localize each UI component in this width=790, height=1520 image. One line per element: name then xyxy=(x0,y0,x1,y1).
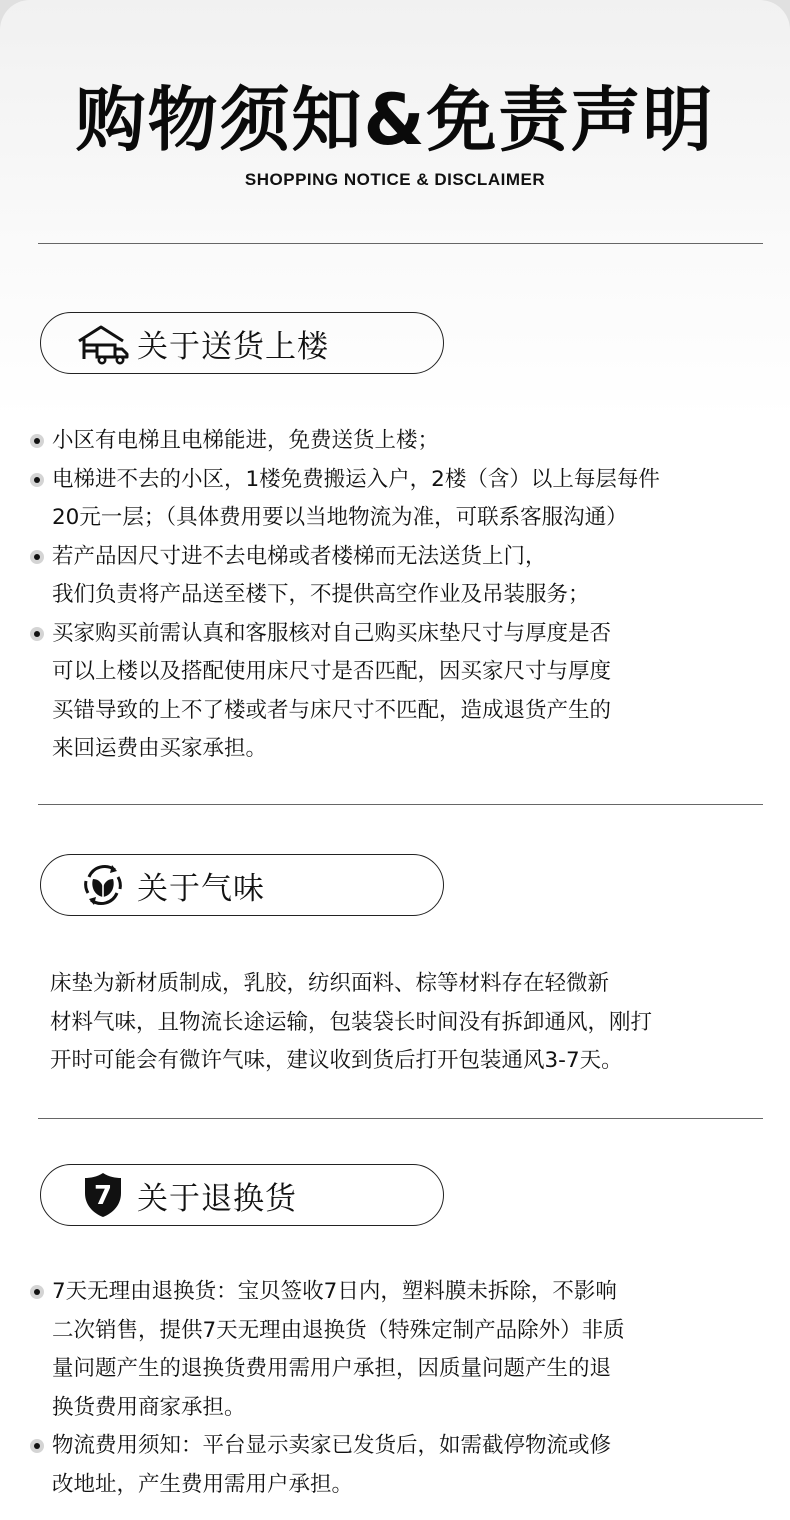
paragraph-line: 床垫为新材质制成，乳胶，纺织面料、棕等材料存在轻微新 xyxy=(50,971,610,996)
list-item-text: 来回运费由买家承担。 xyxy=(52,736,268,761)
odor-paragraph xyxy=(50,965,770,1081)
bullet-icon xyxy=(30,1439,44,1453)
bullet-icon xyxy=(30,1285,44,1299)
list-item-text: 二次销售，提供7天无理由退换货（特殊定制产品除外）非质 xyxy=(52,1317,625,1343)
list-item-text: 可以上楼以及搭配使用床尺寸是否匹配，因买家尺寸与厚度 xyxy=(52,659,612,684)
list-item-text: 20元一层；（具体费用要以当地物流为准，可联系客服沟通） xyxy=(52,505,628,530)
section-heading-label: 关于气味 xyxy=(137,870,265,907)
bullet-icon xyxy=(30,627,44,641)
list-item-text: 小区有电梯且电梯能进，免费送货上楼； xyxy=(52,428,440,453)
list-item xyxy=(30,461,770,538)
shield-seven-text: 7 xyxy=(93,1181,113,1211)
paragraph-line: 材料气味，且物流长途运输，包装袋长时间没有拆卸通风，刚打 xyxy=(50,1009,653,1035)
divider xyxy=(38,1118,763,1119)
list-item-text: 换货费用商家承担。 xyxy=(52,1394,246,1420)
delivery-truck-house-icon xyxy=(75,320,131,366)
list-item-text: 我们负责将产品送至楼下，不提供高空作业及吊装服务； xyxy=(52,582,590,607)
list-item-text: 买错导致的上不了楼或者与床尺寸不匹配，造成退货产生的 xyxy=(52,697,612,723)
list-item-text: 改地址，产生费用需用户承担。 xyxy=(52,1471,354,1497)
delivery-list xyxy=(30,422,770,769)
page-title: 购物须知&免责声明 xyxy=(75,79,715,161)
page-subtitle: SHOPPING NOTICE & DISCLAIMER xyxy=(244,170,546,189)
bullet-icon xyxy=(30,434,44,448)
divider xyxy=(38,804,763,805)
list-item-text: 电梯进不去的小区，1楼免费搬运入户，2楼（含）以上每层每件 xyxy=(52,466,660,492)
list-item-text: 物流费用须知：平台显示卖家已发货后，如需截停物流或修 xyxy=(52,1433,612,1458)
list-item-text: 买家购买前需认真和客服核对自己购买床垫尺寸与厚度是否 xyxy=(52,620,612,646)
section-heading-odor xyxy=(40,854,444,916)
list-item xyxy=(30,422,770,461)
list-item xyxy=(30,1273,770,1427)
eco-leaf-recycle-icon xyxy=(75,862,131,908)
list-item xyxy=(30,538,770,615)
list-item xyxy=(30,1427,770,1504)
list-item-text: 量问题产生的退换货费用需用户承担，因质量问题产生的退 xyxy=(52,1356,612,1381)
list-item xyxy=(30,615,770,769)
section-heading-label: 关于送货上楼 xyxy=(137,328,329,365)
divider xyxy=(38,243,763,244)
paragraph-line: 开时可能会有微许气味，建议收到货后打开包装通风3-7天。 xyxy=(50,1048,623,1073)
section-heading-label: 关于退换货 xyxy=(137,1180,297,1217)
bullet-icon xyxy=(30,550,44,564)
bullet-icon xyxy=(30,473,44,487)
shield-seven-icon xyxy=(75,1172,131,1218)
list-item-text: 7天无理由退换货：宝贝签收7日内，塑料膜未拆除，不影响 xyxy=(52,1279,617,1304)
section-heading-delivery xyxy=(40,312,444,374)
returns-list xyxy=(30,1273,770,1504)
list-item-text: 若产品因尺寸进不去电梯或者楼梯而无法送货上门， xyxy=(52,543,547,569)
section-heading-returns xyxy=(40,1164,444,1226)
